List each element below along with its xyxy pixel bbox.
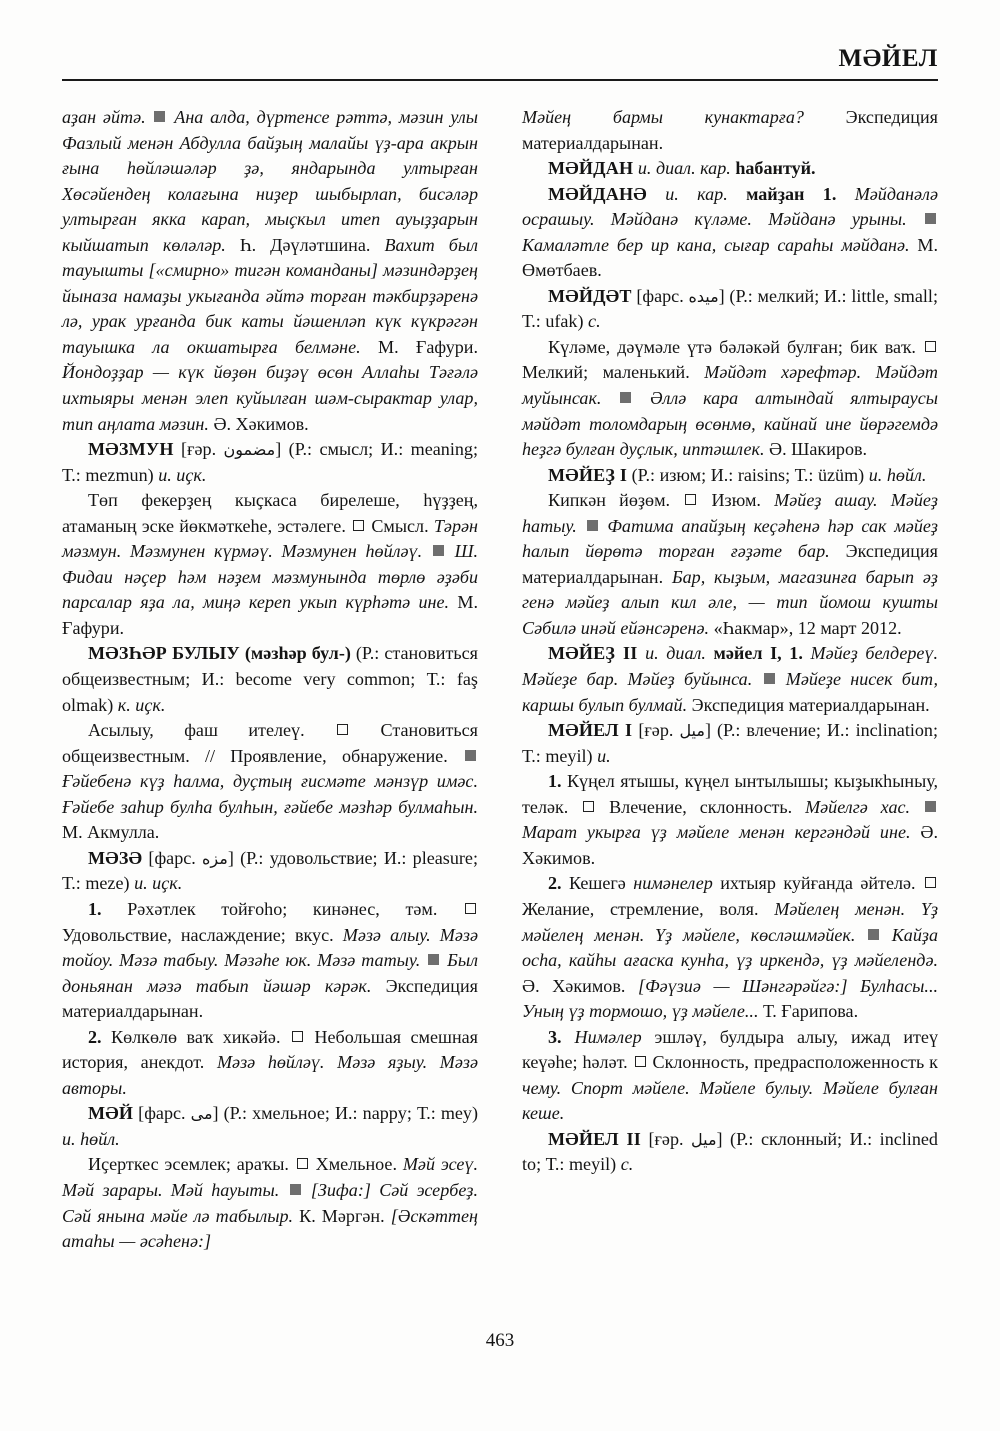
- entry-headline-meyel-1: МӘЙЕЛ I [ғәр. ميل] (Р.: влечение; И.: inclination; Т.: meyil) и.: [522, 720, 938, 766]
- headword: МӘЙДӘТ: [548, 285, 632, 306]
- citation-tail: Мәйең бармы кунактарға?: [522, 107, 804, 127]
- continued-entry: [62, 105, 478, 437]
- cross-reference: һабантуй.: [735, 158, 816, 179]
- gloss-tr-label: Т.:: [545, 1154, 565, 1175]
- citation: Был доньянан мәзә табып йәшәр кәрәк.: [62, 950, 478, 996]
- example-marker-icon: [428, 954, 439, 965]
- definition-russian: Удовольствие, наслаждение; вкус.: [62, 924, 334, 945]
- headword: МӘЙ: [88, 1103, 134, 1124]
- example-marker-icon: [587, 520, 598, 531]
- definition-bashkir: Рәхәтлек тойғоһо; кинәнес, тәм.: [127, 898, 438, 919]
- definition-bashkir-pre: Кешегә: [568, 873, 626, 894]
- headword: МӘЙЕҘ II: [548, 643, 638, 664]
- gloss-en: inclination;: [855, 720, 938, 741]
- gloss-ru-label: Р.:: [735, 285, 753, 306]
- definition-russian: Становиться общеизвестным. // Проявление, обнаружение.: [62, 720, 479, 766]
- grammar-label: и. иҫк.: [158, 464, 207, 485]
- citation-source: Экспедиция материалдарынан.: [522, 541, 938, 587]
- entry-headline-mezher-buluu: МӘЗҺӘР БУЛЫУ (мәзһәр бул-) (Р.: становиться общеизвестным; И.: become very common; Т.: faş olmak) к. иҫк.: [62, 643, 478, 715]
- gloss-ru-label: Р.:: [246, 847, 264, 868]
- left-column: [62, 105, 478, 1290]
- collocations: Мәйданәлә осрашыу. Мәйданә күләме. Мәйданә урыны.: [522, 183, 938, 230]
- entry-body-mezmun: [62, 488, 478, 641]
- entry-body-meydet: [522, 335, 938, 463]
- citation: Әллә кара алтындай ялтыраусы мәйдәт толомдарың өсөнмө, кайнай ине йөрәгемдә һеҙгә булған дуҫлык, иптәшлек.: [522, 388, 938, 460]
- citation: Ана алда, дүртенсе рәттә, мәзин улы Фазлый менән Абдулла байҙың малайы үҙ-ара акрын ғына һөйләшәләр ҙә, яндарында ултырған Хөсәйендең колағына ниҙер шыбырлап, бисәләр ултырған якка карап, мыҫкыл итеп ауыҙҙарын кыйшатып көләләр.: [62, 107, 479, 255]
- gloss-ru-label: Р.:: [361, 643, 380, 664]
- grammar-label: с.: [588, 311, 601, 332]
- citation-continued: [Әскәттең атаһы — әсәһенә:]: [62, 1205, 478, 1252]
- sense-number: 3.: [548, 1026, 562, 1047]
- gloss-tr: mezmun): [85, 464, 154, 485]
- translation-marker-icon: [353, 520, 364, 531]
- gloss-tr: ufak): [545, 311, 584, 332]
- collocations: Мәзә алыу. Мәзә тойоу. Мәзә табыу. Мәзәһе юк. Мәзә татыу.: [62, 924, 478, 971]
- gloss-ru-label: Р.:: [637, 464, 656, 485]
- entry-headline-meze: МӘЗӘ [фарс. مزه] (Р.: удовольствие; И.: pleasure; Т.: meze) и. иҫк.: [62, 847, 478, 894]
- cross-reference: мәйел I, 1.: [713, 643, 803, 664]
- collocations: Мәйелең менән. Үҙ мәйелең менән. Үҙ мәйеле, көсләшмәйек.: [522, 898, 938, 945]
- headword-paren-form: (мәзһәр бул-): [244, 643, 351, 664]
- definition-russian: Мелкий; маленький.: [522, 362, 690, 383]
- headword: МӘЙЕЛ I: [548, 720, 633, 741]
- etymology-language: ғәр.: [644, 720, 674, 741]
- gloss-tr: faş olmak): [62, 669, 478, 715]
- etymology-arabic-script: می: [190, 1104, 213, 1124]
- headword: МӘЙДАНӘ: [548, 183, 647, 204]
- gloss-en-label: И.:: [334, 1103, 358, 1124]
- grammar-label: и. диал.: [645, 643, 706, 664]
- gloss-tr: üzüm): [817, 464, 865, 485]
- header-divider: [62, 79, 938, 81]
- gloss-ru: хмельное;: [252, 1103, 330, 1124]
- definition-bashkir: Кипкән йөҙөм.: [548, 490, 671, 511]
- grammar-label: и.: [597, 745, 611, 766]
- translation-marker-icon: [925, 341, 936, 352]
- gloss-en-label: И.:: [823, 285, 847, 306]
- gloss-en: meaning;: [410, 439, 478, 460]
- citation-source: М. Ғафури.: [62, 592, 478, 638]
- citation: Вахит был тауышты [«смирно» тигән команданы] мәзиндәрҙең йыназа намаҙы укығанда әйтә торған тәкбирҙәренә лә, урак урғанда бик каты йәшенләп күк күкрәгән тауышка ла окшатырға белмәне.: [62, 234, 478, 357]
- grammar-label: к. иҫк.: [117, 694, 166, 715]
- collocations: Тәрән мәзмун. Мәзмунен күрмәү. Мәзмунен һөйләү.: [62, 515, 478, 562]
- example-marker-icon: [154, 111, 165, 122]
- gloss-ru-label: Р.:: [229, 1103, 247, 1124]
- gloss-ru: становиться общеизвестным;: [62, 643, 478, 690]
- translation-marker-icon: [465, 903, 476, 914]
- entry-headline-meydet: МӘЙДӘТ [фарс. میده] (Р.: мелкий; И.: little, small; Т.: ufak) с.: [522, 285, 938, 332]
- grammar-label: и. диал.: [637, 158, 696, 179]
- definition-russian: Хмельное.: [315, 1154, 397, 1175]
- definition-russian: Смысл.: [371, 515, 429, 536]
- citation: [Фәүзиә — Шәнгәрәйгә:] Булһасы... Уның үҙ тормошо, үҙ мәйеле...: [522, 975, 938, 1022]
- definition-bashkir: Күңел ятышы, күңел ынтылышы; кыҙыкһыныу, теләк.: [522, 771, 938, 817]
- etymology-arabic-script: میده: [688, 286, 719, 306]
- etymology-language: фарс.: [642, 285, 684, 306]
- carryover-entry-mey: [522, 105, 938, 156]
- example-marker-icon: [465, 750, 476, 761]
- etymology-arabic-script: ميل: [691, 1129, 717, 1149]
- definition-russian: Желание, стремление, воля.: [522, 898, 759, 919]
- gloss-ru: удовольствие;: [269, 847, 378, 868]
- gloss-ru-label: Р.:: [294, 439, 313, 460]
- sense-number: 1.: [548, 771, 562, 792]
- example-marker-icon: [620, 392, 631, 403]
- citation-source: Экспедиция материалдарынан.: [62, 975, 478, 1022]
- headword: МӘЗМУН: [88, 439, 174, 460]
- gloss-tr: meze): [85, 873, 130, 894]
- collocations: Мәйеҙ белдереү. Мәйеҙе бар. Мәйеҙ буйынса.: [522, 643, 938, 690]
- example-marker-icon: [925, 213, 936, 224]
- citation: Бар, кыҙым, магазинға барып әҙ генә мәйеҙ алып кил әле, — тип йомош кушты Сәбилә инәй ейәнсәренә.: [522, 566, 938, 638]
- gloss-ru: влечение;: [746, 720, 821, 741]
- entry-headline-mezmun: МӘЗМУН [ғәр. مضمون] (Р.: смысл; И.: meaning; Т.: mezmun) и. иҫк.: [62, 439, 478, 485]
- definition-russian: Влечение, склонность.: [609, 796, 793, 817]
- translation-marker-icon: [685, 494, 696, 505]
- definition-russian-italic: чему.: [522, 1077, 562, 1098]
- headword: МӘЙЕЛ II: [548, 1128, 641, 1149]
- running-head-title: МӘЙЕЛ: [838, 45, 938, 72]
- sense-number: 1.: [88, 898, 102, 919]
- gloss-en: inclined to;: [522, 1128, 938, 1175]
- citation-source: К. Мәргән.: [299, 1205, 385, 1226]
- collocations: Мәй эсеү. Мәй зарары. Мәй һауыты.: [62, 1154, 478, 1200]
- definition-bashkir-italic: Нимәлер: [574, 1026, 642, 1047]
- etymology-language: фарс.: [144, 1103, 186, 1124]
- citation: Фатима апайҙың кеҫәһенә һәр сак мәйеҙ һалып йөрөтә торған ғәҙәте бар.: [522, 515, 938, 562]
- citation: Ш. Фидаи нәҫер һәм нәҙем мәзмунында төрлө әҙәби парсалар яҙа ла, миңә кереп укып күрһәтә ине.: [62, 541, 479, 613]
- definition-bashkir: Көлкөлө ваҡ хикәйә.: [111, 1026, 281, 1047]
- definition-bashkir-post: ихтыяр куйғанда әйтелә.: [720, 873, 916, 894]
- page-columns: [62, 105, 938, 1290]
- gloss-ru: смысл;: [319, 439, 374, 460]
- translation-marker-icon: [297, 1158, 308, 1169]
- gloss-en-label: И.:: [710, 464, 734, 485]
- definition-russian: Небольшая смешная история, анекдот.: [62, 1026, 478, 1073]
- gloss-tr-label: Т.:: [522, 745, 541, 766]
- gloss-en: raisins;: [737, 464, 791, 485]
- gloss-tr-label: Т.:: [62, 464, 81, 485]
- example-marker-icon: [764, 673, 775, 684]
- citation: Ғәйебенә күҙ һалма, дуҫтың ғисмәте мәнзүр имәс. Ғәйебе заһир булһа булһын, ғәйебе мәзһәр булмаһын.: [62, 771, 478, 817]
- right-column: [522, 105, 938, 1290]
- definition-russian-pre: Склонность, предрасположенность к: [652, 1052, 938, 1073]
- translation-marker-icon: [925, 877, 936, 888]
- sense-number: 2.: [548, 873, 562, 894]
- headword: МӘЗӘ: [88, 847, 143, 868]
- etymology-language: фарс.: [154, 847, 196, 868]
- gloss-ru-label: Р.:: [723, 720, 741, 741]
- cross-reference: майҙан 1.: [746, 183, 837, 204]
- collocations: Мәйдәт хәрефтәр. Мәйдәт муйынсак.: [522, 362, 938, 409]
- citation: Марат укырға үҙ мәйеле менән кергәндәй ине.: [522, 822, 911, 843]
- entry-headline-meyez-1: МӘЙЕҘ I (Р.: изюм; И.: raisins; Т.: üzüm) и. һөйл.: [548, 464, 927, 485]
- etymology-arabic-script: ميل: [679, 721, 705, 741]
- entry-body-mezher-buluu: [62, 718, 478, 846]
- gloss-ru: склонный;: [760, 1128, 843, 1149]
- citation-source: Ә. Хәкимов.: [522, 975, 626, 996]
- gloss-en: nappy;: [362, 1103, 412, 1124]
- translation-marker-icon: [583, 801, 594, 812]
- collocations: Мәйеҙ ашау. Мәйеҙ һатыу.: [522, 490, 938, 536]
- sense-3-meyel-1: [522, 1025, 938, 1127]
- citation-source: Экспедиция материалдарынан.: [522, 107, 938, 153]
- gloss-tr-label: Т.:: [522, 311, 541, 332]
- citation: [Зифа:] Сәй эсербеҙ. Сәй янына мәйе лә табылыр.: [62, 1179, 478, 1226]
- etymology-language: ғәр.: [654, 1128, 684, 1149]
- entry-body-meyez-1: [522, 488, 938, 641]
- gloss-ru-label: Р.:: [736, 1128, 754, 1149]
- gloss-tr: meyil): [545, 745, 593, 766]
- grammar-label: и. кар.: [665, 183, 728, 204]
- headword: МӘЙДАН: [548, 158, 634, 179]
- definition-bashkir-italic: нимәнелер: [633, 873, 713, 894]
- entry-meyel-2: МӘЙЕЛ II [ғәр. ميل] (Р.: склонный; И.: inclined to; Т.: meyil) с.: [522, 1128, 938, 1175]
- gloss-en-label: И.:: [380, 439, 404, 460]
- gloss-tr-label: Т.:: [426, 669, 446, 690]
- entry-meyez-2: [522, 641, 938, 718]
- translation-marker-icon: [337, 724, 348, 735]
- sense-1-meze: [62, 897, 478, 1025]
- gloss-tr: mey): [440, 1103, 478, 1124]
- headword: МӘЗҺӘР БУЛЫУ: [88, 643, 240, 664]
- gloss-ru: изюм;: [659, 464, 707, 485]
- page-number: 463: [485, 1330, 515, 1351]
- entry-meydane: [522, 182, 938, 284]
- etymology-arabic-script: مضمون: [223, 440, 276, 460]
- sense-1-meyel-1: [522, 769, 938, 871]
- gloss-tr-label: Т.:: [416, 1103, 436, 1124]
- collocations: Мәйелгә хас.: [805, 796, 911, 817]
- example-marker-icon: [925, 801, 936, 812]
- citation: Кайҙа осһа, кайһы ағаска кунһа, үҙ иркендә, үҙ мәйелендә.: [522, 924, 939, 971]
- sense-2-meze: [62, 1025, 478, 1102]
- citation: Йондоҙҙар — күк йөҙөн биҙәү өсөн Аллаһы Тәғәлә ихтыяры менән элеп куйылған шәм-сырактар улар, тип аңлата мәзин.: [62, 362, 478, 434]
- gloss-en: pleasure;: [412, 847, 478, 868]
- collocations: Мәзә һөйләү. Мәзә яҙыу. Мәзә авторы.: [62, 1052, 478, 1098]
- definition-russian: Изюм.: [711, 490, 761, 511]
- definition-bashkir: Асылыу, фаш ителеү.: [88, 720, 305, 741]
- gloss-tr-label: Т.:: [794, 464, 814, 485]
- definition-bashkir: Төп фекерҙең кыҫкаса бирелеше, һүҙҙең, атаманың эске йөкмәткеһе, эстәлеге.: [62, 490, 478, 536]
- gloss-tr: meyil): [568, 1154, 617, 1175]
- citation-source: Экспедиция материалдарынан.: [691, 694, 930, 715]
- citation-source: М. Акмулла.: [62, 822, 160, 843]
- sense-2-meyel-1: [522, 871, 938, 1024]
- citation-source: Ә. Хәкимов.: [213, 413, 309, 434]
- entry-meydan: [522, 156, 938, 182]
- entry-headline-mey: МӘЙ [фарс. می] (Р.: хмельное; И.: nappy; Т.: mey) и. һөйл.: [62, 1103, 478, 1149]
- example-marker-icon: [290, 1184, 301, 1195]
- continued-text-before-marker: аҙан әйтә.: [62, 107, 146, 127]
- grammar-label: и. иҫк.: [134, 873, 183, 894]
- gloss-en: little, small;: [851, 285, 938, 306]
- citation-source: Ә. Шакиров.: [769, 439, 868, 460]
- gloss-tr-label: Т.:: [62, 873, 81, 894]
- definition-bashkir: Күләме, дәүмәле үтә бәләкәй булған; бик ваҡ.: [548, 336, 916, 357]
- citation-source: Т. Ғарипова.: [763, 1001, 859, 1022]
- translation-marker-icon: [635, 1056, 646, 1067]
- gloss-en-label: И.:: [826, 720, 850, 741]
- cross-reference-label: кар.: [700, 158, 731, 179]
- gloss-ru: мелкий;: [757, 285, 820, 306]
- citation-source: М. Ғафури.: [377, 336, 478, 357]
- etymology-arabic-script: مزه: [202, 848, 228, 868]
- gloss-en: become very common;: [235, 669, 416, 690]
- running-head: [62, 46, 938, 82]
- gloss-en-label: И.:: [849, 1128, 873, 1149]
- gloss-en-label: И.:: [383, 847, 407, 868]
- example-marker-icon: [433, 545, 444, 556]
- citation-source: Һ. Дәүләтшина.: [239, 234, 371, 255]
- gloss-en-label: И.:: [201, 669, 225, 690]
- definition-bashkir-post: эшләү, булдыра алыу, ижад итеү кеүәһе; һәләт.: [522, 1026, 938, 1073]
- grammar-label: и. һөйл.: [62, 1128, 120, 1149]
- citation-source: М. Өмөтбаев.: [522, 234, 938, 281]
- translation-marker-icon: [292, 1031, 303, 1042]
- definition-bashkir: Иҫерткес эсемлек; араҡы.: [88, 1154, 289, 1175]
- example-marker-icon: [868, 929, 879, 940]
- sense-number: 2.: [88, 1026, 102, 1047]
- citation: Камаләтле бер ир кана, сығар сараһы мәйданә.: [522, 234, 910, 255]
- citation-source: Ә. Хәкимов.: [522, 822, 938, 868]
- citation: Мәйеҙе нисек бит, каршы булып булмай.: [522, 669, 938, 715]
- citation-source: «Һакмар», 12 март 2012.: [713, 617, 902, 638]
- grammar-label: и. һөйл.: [868, 464, 927, 485]
- collocations: Спорт мәйеле. Мәйеле булыу. Мәйеле булған кеше.: [522, 1077, 938, 1124]
- headword: МӘЙЕҘ I: [548, 464, 628, 485]
- etymology-language: ғәр.: [187, 439, 217, 460]
- grammar-label: с.: [620, 1154, 634, 1175]
- entry-body-mey: [62, 1152, 478, 1254]
